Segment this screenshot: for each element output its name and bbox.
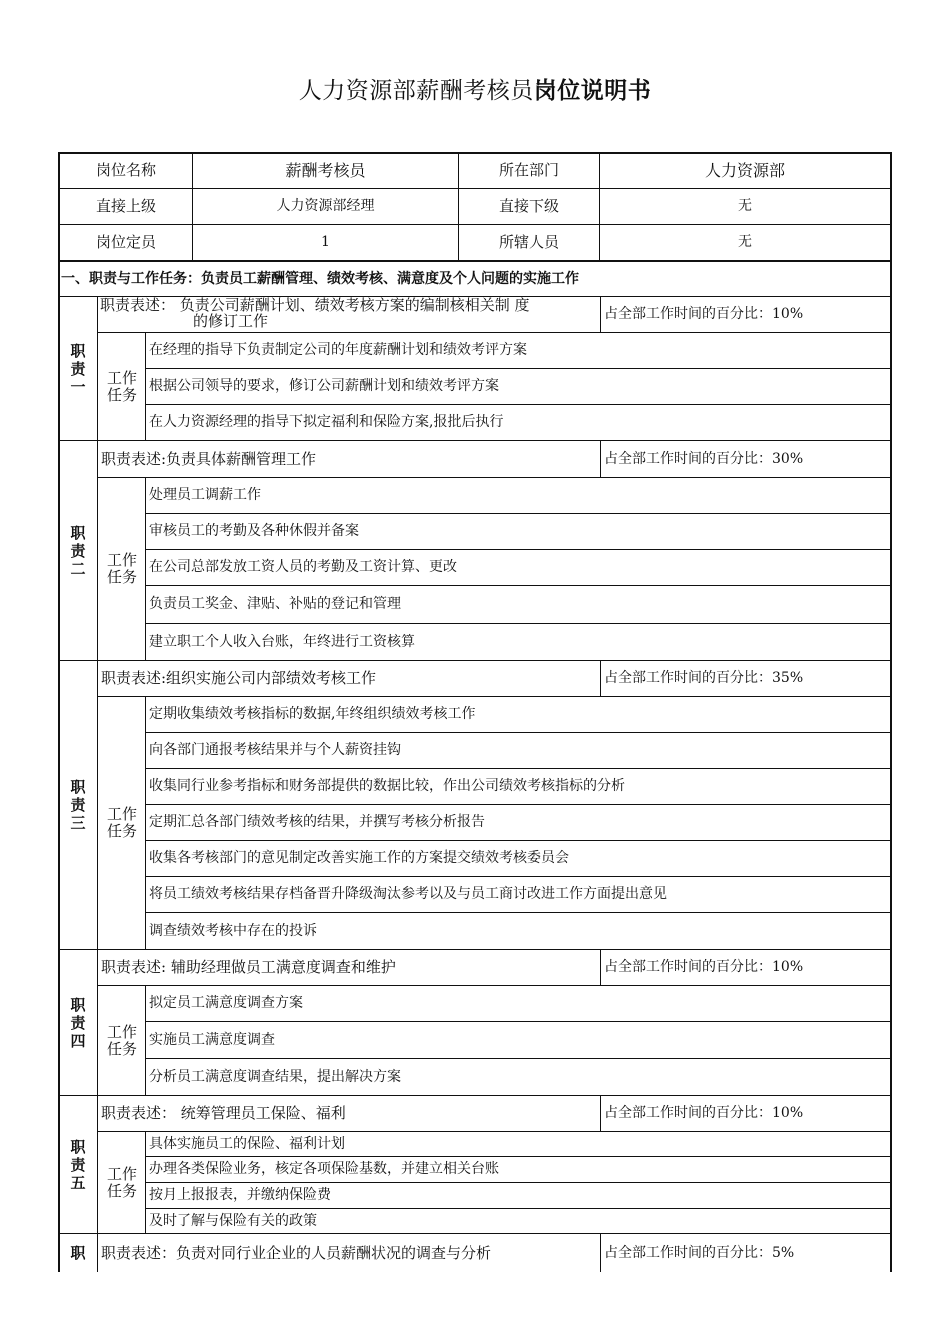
duty-3-label: 职 责 三 <box>70 778 86 832</box>
duty-2-description: 职责表述:负责具体薪酬管理工作 <box>101 449 317 468</box>
duty-3-description: 职责表述:组织实施公司内部绩效考核工作 <box>101 669 377 687</box>
duty-5-description: 职责表述： 统筹管理员工保险、福利 <box>101 1104 346 1122</box>
duty-3-task: 收集同行业参考指标和财务部提供的数据比较，作出公司绩效考核指标的分析 <box>149 778 625 794</box>
duty-6-description: 职责表述：负责对同行业企业的人员薪酬状况的调查与分析 <box>101 1243 492 1262</box>
duty-4-description: 职责表述: 辅助经理做员工满意度调查和维护 <box>101 958 396 976</box>
duty-1-description <box>100 297 598 332</box>
value-direct-subordinate: 无 <box>738 198 752 214</box>
duty-6-percent: 占全部工作时间的百分比：5% <box>604 1244 795 1261</box>
value-direct-superior: 人力资源部经理 <box>276 198 375 214</box>
duty-2-task-label: 工作 任务 <box>106 551 137 586</box>
duty-3-task: 向各部门通报考核结果并与个人薪资挂钩 <box>149 742 401 758</box>
duty-1-task: 在经理的指导下负责制定公司的年度薪酬计划和绩效考评方案 <box>149 342 527 358</box>
duty-4-task: 拟定员工满意度调查方案 <box>149 995 303 1011</box>
duty-1-task: 在人力资源经理的指导下拟定福利和保险方案,报批后执行 <box>149 414 504 430</box>
duty-4-task: 分析员工满意度调查结果，提出解决方案 <box>149 1068 401 1085</box>
duty-3-task-label: 工作 任务 <box>106 805 137 840</box>
duty-2-label: 职 责 二 <box>70 523 86 578</box>
duty-1-task-label: 工作 任务 <box>106 368 137 404</box>
duty-2-task: 建立职工个人收入台账，年终进行工资核算 <box>149 633 415 650</box>
duty-3-task: 定期收集绩效考核指标的数据,年终组织绩效考核工作 <box>149 706 476 722</box>
duty-6-label: 职 <box>70 1244 86 1262</box>
title-normal: 人力资源部薪酬考核员 <box>298 78 534 104</box>
duty-4-label: 职 责 四 <box>70 995 86 1050</box>
duty-5-task: 及时了解与保险有关的政策 <box>149 1212 317 1229</box>
duty-3-task: 收集各考核部门的意见制定改善实施工作的方案提交绩效考核委员会 <box>149 850 569 866</box>
duty-5-task: 按月上报报表，并缴纳保险费 <box>149 1187 331 1203</box>
duty-1-task: 根据公司领导的要求，修订公司薪酬计划和绩效考评方案 <box>149 378 499 394</box>
value-department: 人力资源部 <box>704 161 785 180</box>
duty-3-percent: 占全部工作时间的百分比：35% <box>604 670 804 686</box>
value-position-name: 薪酬考核员 <box>285 161 366 180</box>
duty-1-label: 职 责 一 <box>70 341 86 396</box>
label-headcount: 岗位定员 <box>95 233 156 251</box>
label-department: 所在部门 <box>498 161 559 179</box>
duty-3-task: 调查绩效考核中存在的投诉 <box>149 922 317 939</box>
label-subordinates: 所辖人员 <box>498 233 559 251</box>
duty-2-task: 负责员工奖金、津贴、补贴的登记和管理 <box>149 596 401 612</box>
duty-3-task: 将员工绩效考核结果存档备晋升降级淘汰参考以及与员工商讨改进工作方面提出意见 <box>149 886 667 902</box>
duty-3-task: 定期汇总各部门绩效考核的结果，并撰写考核分析报告 <box>149 814 485 830</box>
value-headcount: 1 <box>321 234 330 250</box>
duty-1-description-line2: 的修订工作 <box>193 312 269 330</box>
duty-5-task-label: 工作 任务 <box>106 1164 137 1200</box>
section-heading: 一、职责与工作任务：负责员工薪酬管理、绩效考核、满意度及个人问题的实施工作 <box>61 270 579 287</box>
duty-5-task: 办理各类保险业务，核定各项保险基数，并建立相关台账 <box>149 1161 499 1177</box>
duty-4-task: 实施员工满意度调查 <box>149 1031 275 1048</box>
label-position-name: 岗位名称 <box>95 161 156 179</box>
duty-4-task-label: 工作 任务 <box>106 1022 137 1058</box>
duty-2-task: 处理员工调薪工作 <box>149 487 261 503</box>
duty-1-percent: 占全部工作时间的百分比：10% <box>604 306 804 322</box>
duty-5-label: 职 责 五 <box>70 1137 86 1192</box>
duty-2-task: 审核员工的考勤及各种休假并备案 <box>149 523 359 539</box>
duty-2-task: 在公司总部发放工资人员的考勤及工资计算、更改 <box>149 559 457 575</box>
title-bold: 岗位说明书 <box>533 78 652 104</box>
duty-5-percent: 占全部工作时间的百分比：10% <box>604 1105 804 1121</box>
duty-2-percent: 占全部工作时间的百分比：30% <box>604 450 804 467</box>
value-subordinates: 无 <box>738 234 752 250</box>
page-title <box>0 72 950 105</box>
duty-5-task: 具体实施员工的保险、福利计划 <box>149 1135 345 1152</box>
label-direct-superior: 直接上级 <box>95 197 156 215</box>
duty-4-percent: 占全部工作时间的百分比：10% <box>604 959 804 975</box>
label-direct-subordinate: 直接下级 <box>498 197 559 215</box>
duty-1-description-line1: 职责表述： 负责公司薪酬计划、绩效考核方案的编制核相关制 度 <box>100 296 530 314</box>
